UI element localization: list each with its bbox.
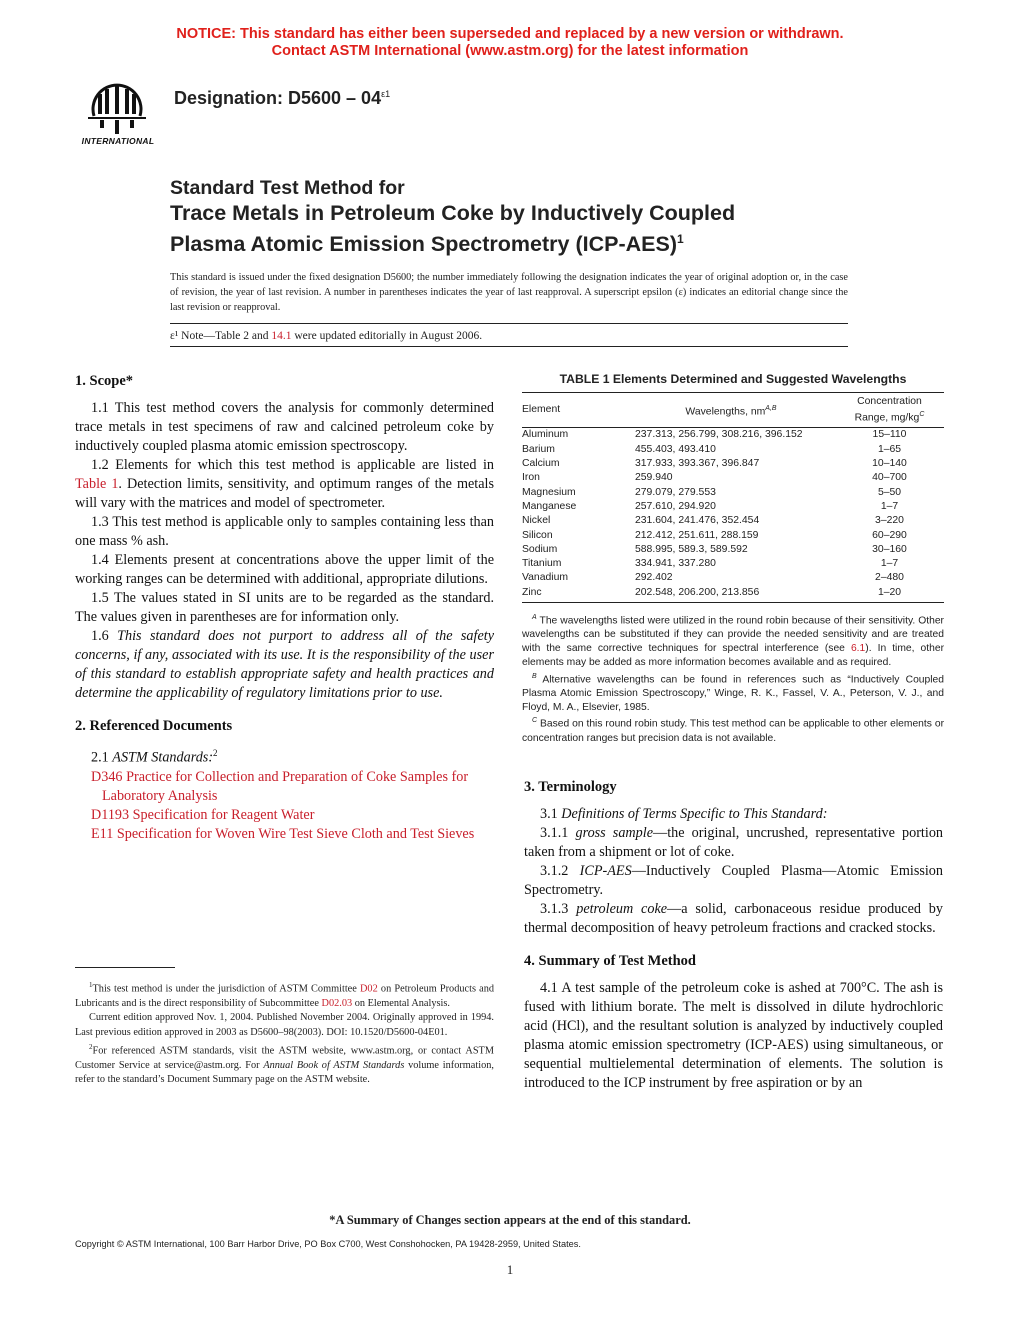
summary-4-1: 4.1 A test sample of the petroleum coke is ashed at 700°C. The ash is fused with lithium borate. The melt is dissolved in dilute hydrochloric acid (HCl), and the resultant solution is analyzed by inductively coupled plasma atomic emission spectrometry (ICP-AES) using simultaneous, or sequential multielemental determination of elements. The solution is introduced to the ICP instrument by free aspiration or by an [524, 980, 943, 1091]
table-row: Zinc 202.548, 206.200, 213.856 1–20 [522, 586, 944, 603]
table-row: Silicon 212.412, 251.611, 288.159 60–290 [522, 529, 907, 541]
table-note-a: $^A$ The wavelengths listed were utilized in the round robin because of their sensitivity. Other wavelengths can be substituted if they can provide the needed sensitivity and are treated with the same corrective techniques for spectral interference (see 6.1). In time, other elements may be added as more information becomes available and as required. [522, 614, 944, 668]
left-column [75, 372, 494, 844]
copyright: Copyright © ASTM International, 100 Barr Harbor Drive, PO Box C700, West Conshohocken, PA 19428-2959, United States. [75, 1239, 581, 1249]
table-1 [522, 392, 944, 603]
astm-logo [72, 74, 162, 150]
document-title [170, 176, 870, 257]
table-1-link[interactable]: Table 1 [75, 476, 119, 492]
divider-bottom [170, 346, 848, 347]
footnote-2: $^2$For referenced ASTM standards, visit the ASTM website, www.astm.org, or contact ASTM Customer Service at service@astm.org. For Annual Book of ASTM Standards volume information, refer to the standard’s Document Summary page on the ASTM website. [75, 1043, 494, 1086]
ref-d1193[interactable]: D1193 Specification for Reagent Water [91, 806, 315, 823]
table-row: Sodium 588.995, 589.3, 589.592 30–160 [522, 543, 907, 555]
table-row: Iron 259.940 40–700 [522, 472, 907, 484]
issued-note: This standard is issued under the fixed designation D5600; the number immediately following the designation indicates the year of original adoption or, in the case of revision, the year of last revision. A number in parentheses indicates the year of last reapproval. A superscript epsilon (ε) indicates an editorial change since the last revision or reapproval. [170, 272, 848, 313]
col-wavelengths: Wavelengths, $nm^{A,B}$ [627, 393, 835, 428]
scope-1-4: 1.4 Elements present at concentrations above the upper limit of the working ranges can be determined with additional, appropriate dilutions. [75, 552, 494, 587]
notice-line-2: Contact ASTM International (www.astm.org) for the latest information [271, 43, 749, 59]
astm-logo-subtitle: INTERNATIONAL [81, 136, 155, 146]
footnote-1-edition: Current edition approved Nov. 1, 2004. Published November 2004. Originally approved in 1994. Last previous edition approved in 2003 as D5600–98(2003). DOI: 10.1520/D5600-04E01. [75, 1012, 494, 1038]
title-line-2: Trace Metals in Petroleum Coke by Inductively Coupled [170, 201, 736, 225]
table-row: Manganese 257.610, 294.920 1–7 [522, 500, 899, 512]
scope-1-1: 1.1 This test method covers the analysis for commonly determined trace metals in test specimens of raw and calcined petroleum coke by inductively coupled plasma atomic emission spectroscopy. [75, 400, 494, 454]
footnote-1: $^1$This test method is under the jurisdiction of ASTM Committee D02 on Petroleum Products and Lubricants and is the direct responsibility of Subcommittee D02.03 on Elemental Analysis. [75, 981, 494, 1009]
term-3-1: 3.1 Definitions of Terms Specific to This Standard: [540, 806, 828, 822]
scope-heading: 1. Scope* [75, 373, 133, 389]
designation-epsilon: ε1 [381, 89, 391, 99]
col-range: Concentration Range, $mg/kg^C$ [835, 393, 944, 428]
table-row: Vanadium 292.402 2–480 [522, 572, 904, 584]
scope-1-3: 1.3 This test method is applicable only to samples containing less than one mass % ash. [75, 514, 494, 549]
table-row: Magnesium 279.079, 279.553 5–50 [522, 486, 902, 498]
table-row: Aluminum 237.313, 256.799, 308.216, 396.152 15–110 [522, 429, 907, 441]
section-6-1-link[interactable]: 6.1 [850, 643, 866, 655]
designation-label: Designation: D5600 – 04 [174, 88, 382, 108]
summary-heading: 4. Summary of Test Method [524, 953, 696, 969]
terminology-heading: 3. Terminology [524, 779, 617, 795]
term-3-1-2: 3.1.2 ICP-AES—Inductively Coupled Plasma—Atomic Emission Spectrometry. [524, 863, 943, 898]
section-14-1-link[interactable]: 14.1 [271, 330, 292, 342]
table-row: Nickel 231.604, 241.476, 352.454 3–220 [522, 515, 904, 527]
col-element: Element [522, 393, 627, 428]
ref-d346[interactable]: D346 Practice for Collection and Preparation of Coke Samples for Laboratory Analysis [91, 768, 469, 804]
astm-standards-label: 2.1 ASTM Standards:$^2$ [91, 748, 218, 766]
ref-e11[interactable]: E11 Specification for Woven Wire Test Sieve Cloth and Test Sieves [91, 825, 475, 842]
footnote-divider [75, 967, 175, 968]
scope-1-2: 1.2 Elements for which this test method is applicable are listed in Table 1. Detection limits, sensitivity, and optimum ranges of the metals will vary with the matrices and model of spectrometer. [75, 457, 494, 511]
table-row: Barium 455.403, 493.410 1–65 [522, 443, 902, 455]
term-3-1-3: 3.1.3 petroleum coke—a solid, carbonaceous residue produced by thermal decomposition of heavy petroleum fractions and cracked stocks. [524, 901, 943, 936]
table-note-c: $^C$ Based on this round robin study. This test method can be applicable to other elements or concentration ranges but precision data is not available. [522, 717, 944, 744]
title-line-3: Plasma Atomic Emission Spectrometry $(ICP-AES)^1$ [170, 232, 684, 257]
table-header-row [522, 393, 944, 428]
refdocs-heading: 2. Referenced Documents [75, 718, 233, 734]
page-number: 1 [506, 1262, 514, 1277]
table-row: Titanium 334.941, 337.280 1–7 [522, 558, 899, 570]
editorial-note: ε¹ Note—Table 2 and 14.1 were updated editorially in August 2006. [170, 330, 483, 342]
footnotes [75, 978, 494, 1088]
withdrawal-notice [0, 26, 1020, 60]
table-row: Calcium 317.933, 393.367, 396.847 10–140 [522, 458, 907, 470]
title-footnote-mark: 1 [676, 232, 684, 246]
divider-top [170, 323, 848, 324]
table-1-notes [522, 611, 944, 745]
notice-line-1: NOTICE: This standard has either been superseded and replaced by a new version or withdrawn. [176, 26, 844, 42]
right-column [524, 778, 943, 1093]
summary-of-changes-note: *A Summary of Changes section appears at the end of this standard. [329, 1213, 691, 1227]
d02-link[interactable]: D02 [360, 983, 378, 995]
d02-03-link[interactable]: D02.03 [321, 997, 353, 1009]
designation [174, 88, 390, 109]
table-note-b: $^B$ Alternative wavelengths can be found in references such as “Inductively Coupled Plasma Atomic Emission Spectroscopy,” Winge, R. K., Fassel, V. A., Peterson, V. J., and Floyd, M. A., Elsevier, 1985. [522, 672, 944, 713]
term-3-1-1: 3.1.1 gross sample—the original, uncrushed, representative portion taken from a shipment or lot of coke. [524, 825, 944, 860]
scope-1-5: 1.5 The values stated in SI units are to be regarded as the standard. The values given in parentheses are for information only. [75, 590, 494, 625]
scope-1-6: 1.6 This standard does not purport to address all of the safety concerns, if any, associated with its use. It is the responsibility of the user of this standard to establish appropriate safety and health practices and determine the applicability of regulatory limitations prior to use. [75, 628, 494, 701]
title-line-1: Standard Test Method for [170, 177, 405, 199]
table-1-title: TABLE 1 Elements Determined and Suggested Wavelengths [559, 372, 907, 386]
